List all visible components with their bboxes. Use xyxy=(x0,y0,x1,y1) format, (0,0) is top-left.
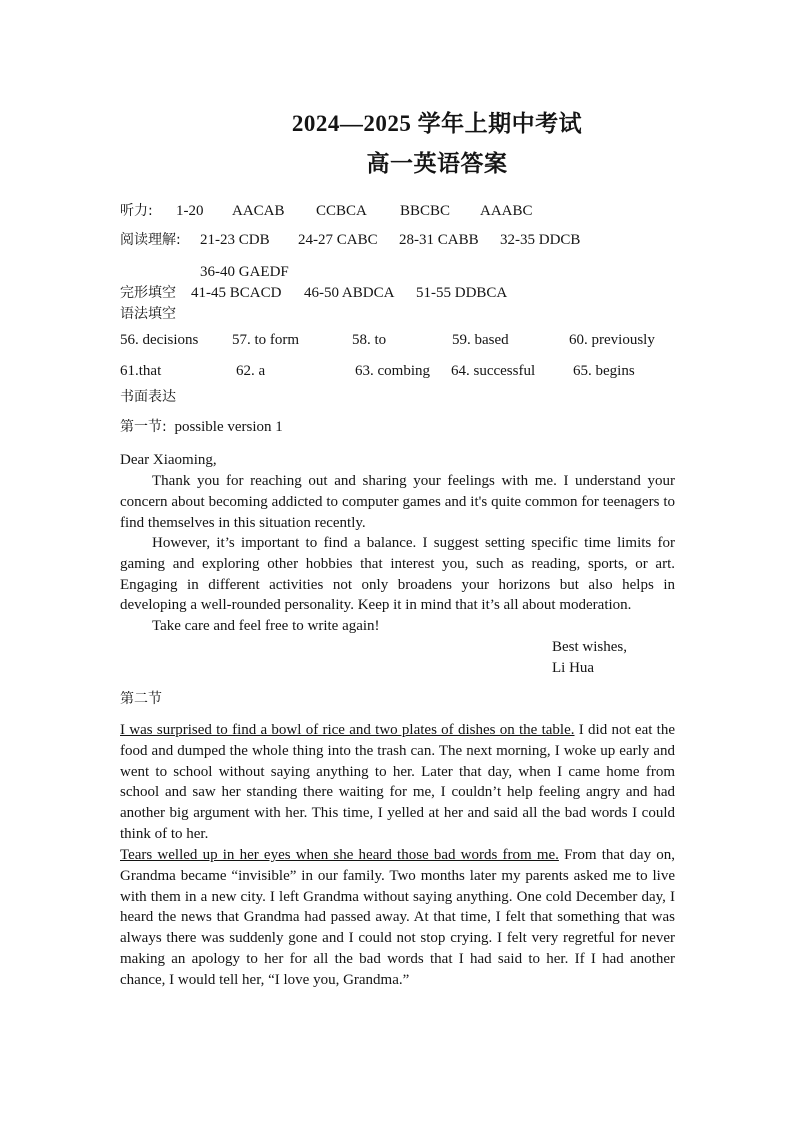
story-paragraph-1 xyxy=(120,720,675,845)
letter-paragraph-2: However, it’s important to find a balance. I suggest setting specific time limits for gaming and exploring other hobbies that interest you, such as reading, sports, or art. Engaging in different activities not only broadens your horizons but also helps in developing a well-rounded personality. Keep it in mind that it’s all about moderation. xyxy=(120,535,675,614)
reading-group-1: 21-23 CDB xyxy=(200,232,270,248)
grammar-answer-60: 60. previously xyxy=(569,332,655,348)
document-title: 2024—2025 学年上期中考试 xyxy=(291,111,583,136)
cloze-group-2: 46-50 ABDCA xyxy=(304,285,395,301)
section1-heading-cn: 第一节: xyxy=(120,419,167,435)
listening-group-3: BBCBC xyxy=(400,203,451,219)
reading-group-5: 36-40 GAEDF xyxy=(200,264,289,280)
section1-heading xyxy=(120,418,283,436)
letter-paragraph-1: Thank you for reaching out and sharing your feelings with me. I understand your concern about becoming addicted to computer games and it's quite common for teenagers to find themselves in this situation recently. xyxy=(120,473,675,531)
story-p1-topic-sentence: I was surprised to find a bowl of rice and two plates of dishes on the table. xyxy=(120,722,575,738)
letter-paragraph-3: Take care and feel free to write again! xyxy=(152,618,380,634)
reading-group-3: 28-31 CABB xyxy=(399,232,479,248)
grammar-answer-61: 61.that xyxy=(120,363,162,379)
listening-label: 听力: xyxy=(120,203,153,219)
grammar-answer-57: 57. to form xyxy=(232,332,300,348)
cloze-group-1: 41-45 BCACD xyxy=(191,285,282,301)
listening-group-2: CCBCA xyxy=(316,203,367,219)
grammar-answer-65: 65. begins xyxy=(573,363,635,379)
letter-signature: Li Hua xyxy=(552,660,595,676)
grammar-answer-64: 64. successful xyxy=(451,363,536,379)
grammar-answer-59: 59. based xyxy=(452,332,509,348)
story-p2-topic-sentence: Tears welled up in her eyes when she heard those bad words from me. xyxy=(120,847,559,863)
writing-label: 书面表达 xyxy=(120,389,176,405)
grammar-answer-63: 63. combing xyxy=(355,363,430,379)
cloze-group-3: 51-55 DDBCA xyxy=(416,285,508,301)
listening-range: 1-20 xyxy=(176,203,204,219)
story-p2-body: From that day on, Grandma became “invisible” in our family. Two months later my parents asked me to live with them in a new city. I left Grandma without saying anything. One cold December day, I heard the news that Grandma had passed away. At that time, I felt that something that was always there was suddenly gone and I could not stop crying. I felt very regretful for never making an apology to her for all the bad words that I had said to her. If I had another chance, I would tell her, “I love you, Grandma.” xyxy=(120,847,675,988)
story-p1-body: I did not eat the food and dumped the whole thing into the trash can. The next morning, I woke up early and went to school without saying anything to her. Later that day, when I came home from school and saw her standing there waiting for me, I couldn’t help feeling angry and had another big argument with her. This time, I yelled at her and said all the bad words I could think of to her. xyxy=(120,722,675,842)
section1-heading-en: possible version 1 xyxy=(174,419,283,435)
listening-group-4: AAABC xyxy=(480,203,533,219)
document-subtitle: 高一英语答案 xyxy=(366,151,508,176)
reading-group-4: 32-35 DDCB xyxy=(500,232,581,248)
listening-group-1: AACAB xyxy=(232,203,285,219)
grammar-answer-62: 62. a xyxy=(236,363,266,379)
cloze-label: 完形填空 xyxy=(120,285,176,301)
story-paragraph-2 xyxy=(120,845,675,991)
reading-group-2: 24-27 CABC xyxy=(298,232,378,248)
grammar-label: 语法填空 xyxy=(120,306,176,322)
letter-closing: Best wishes, xyxy=(552,639,627,655)
letter-greeting: Dear Xiaoming, xyxy=(120,452,217,468)
grammar-answer-56: 56. decisions xyxy=(120,332,199,348)
section2-heading: 第二节 xyxy=(120,691,162,707)
grammar-answer-58: 58. to xyxy=(352,332,387,348)
reading-label: 阅读理解: xyxy=(120,232,181,248)
